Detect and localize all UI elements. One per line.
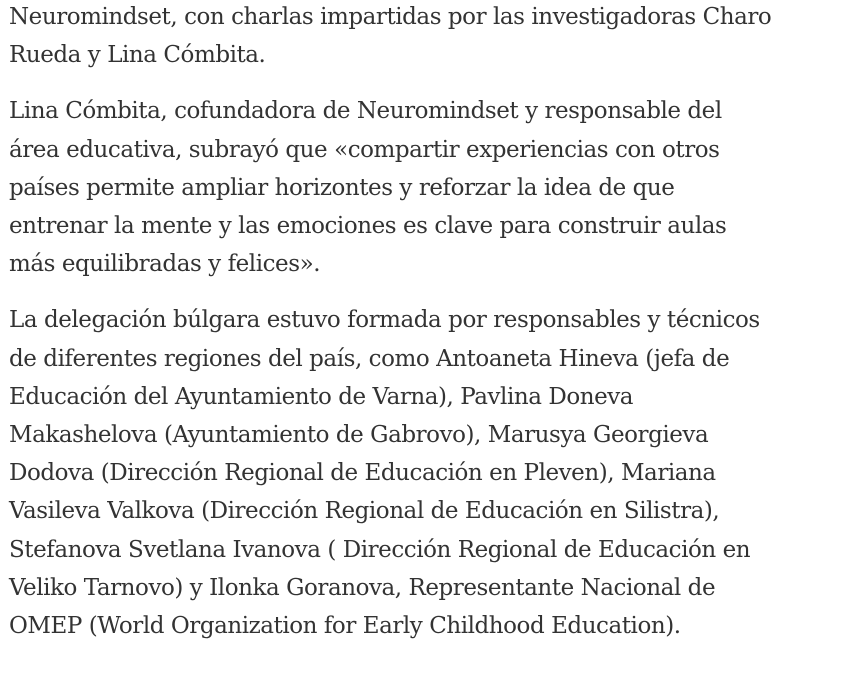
- text-line: Rueda y Lina Cómbita.: [9, 42, 266, 69]
- text-line: La delegación búlgara estuvo formada por responsables y técnicos: [9, 307, 760, 334]
- text-line: Neuromindset, con charlas impartidas por las investigadoras Charo: [9, 4, 772, 30]
- paragraph-delegation: [9, 301, 854, 645]
- text-line: Educación del Ayuntamiento de Varna), Pavlina Doneva: [9, 383, 634, 410]
- paragraph-quote: [9, 92, 854, 283]
- text-line: Veliko Tarnovo) y Ilonka Goranova, Representante Nacional de: [9, 574, 716, 601]
- text-line: Makashelova (Ayuntamiento de Gabrovo), Marusya Georgieva: [9, 422, 709, 449]
- text-line: entrenar la mente y las emociones es clave para construir aulas: [9, 213, 727, 240]
- text-line: área educativa, subrayó que «compartir experiencias con otros: [9, 136, 720, 163]
- text-line: países permite ampliar horizontes y reforzar la idea de que: [9, 174, 675, 201]
- text-line: más equilibradas y felices».: [9, 251, 321, 278]
- text-line: Stefanova Svetlana Ivanova ( Dirección Regional de Educación en: [9, 536, 751, 563]
- article-body: [9, 0, 854, 663]
- text-line: Lina Cómbita, cofundadora de Neuromindset y responsable del: [9, 98, 722, 125]
- text-line: OMEP (World Organization for Early Childhood Education).: [9, 613, 681, 640]
- paragraph-intro-continuation: [9, 0, 854, 74]
- text-line: de diferentes regiones del país, como Antoaneta Hineva (jefa de: [9, 345, 730, 372]
- text-line: Vasileva Valkova (Dirección Regional de Educación en Silistra),: [9, 498, 720, 525]
- text-line: Dodova (Dirección Regional de Educación en Pleven), Mariana: [9, 460, 716, 487]
